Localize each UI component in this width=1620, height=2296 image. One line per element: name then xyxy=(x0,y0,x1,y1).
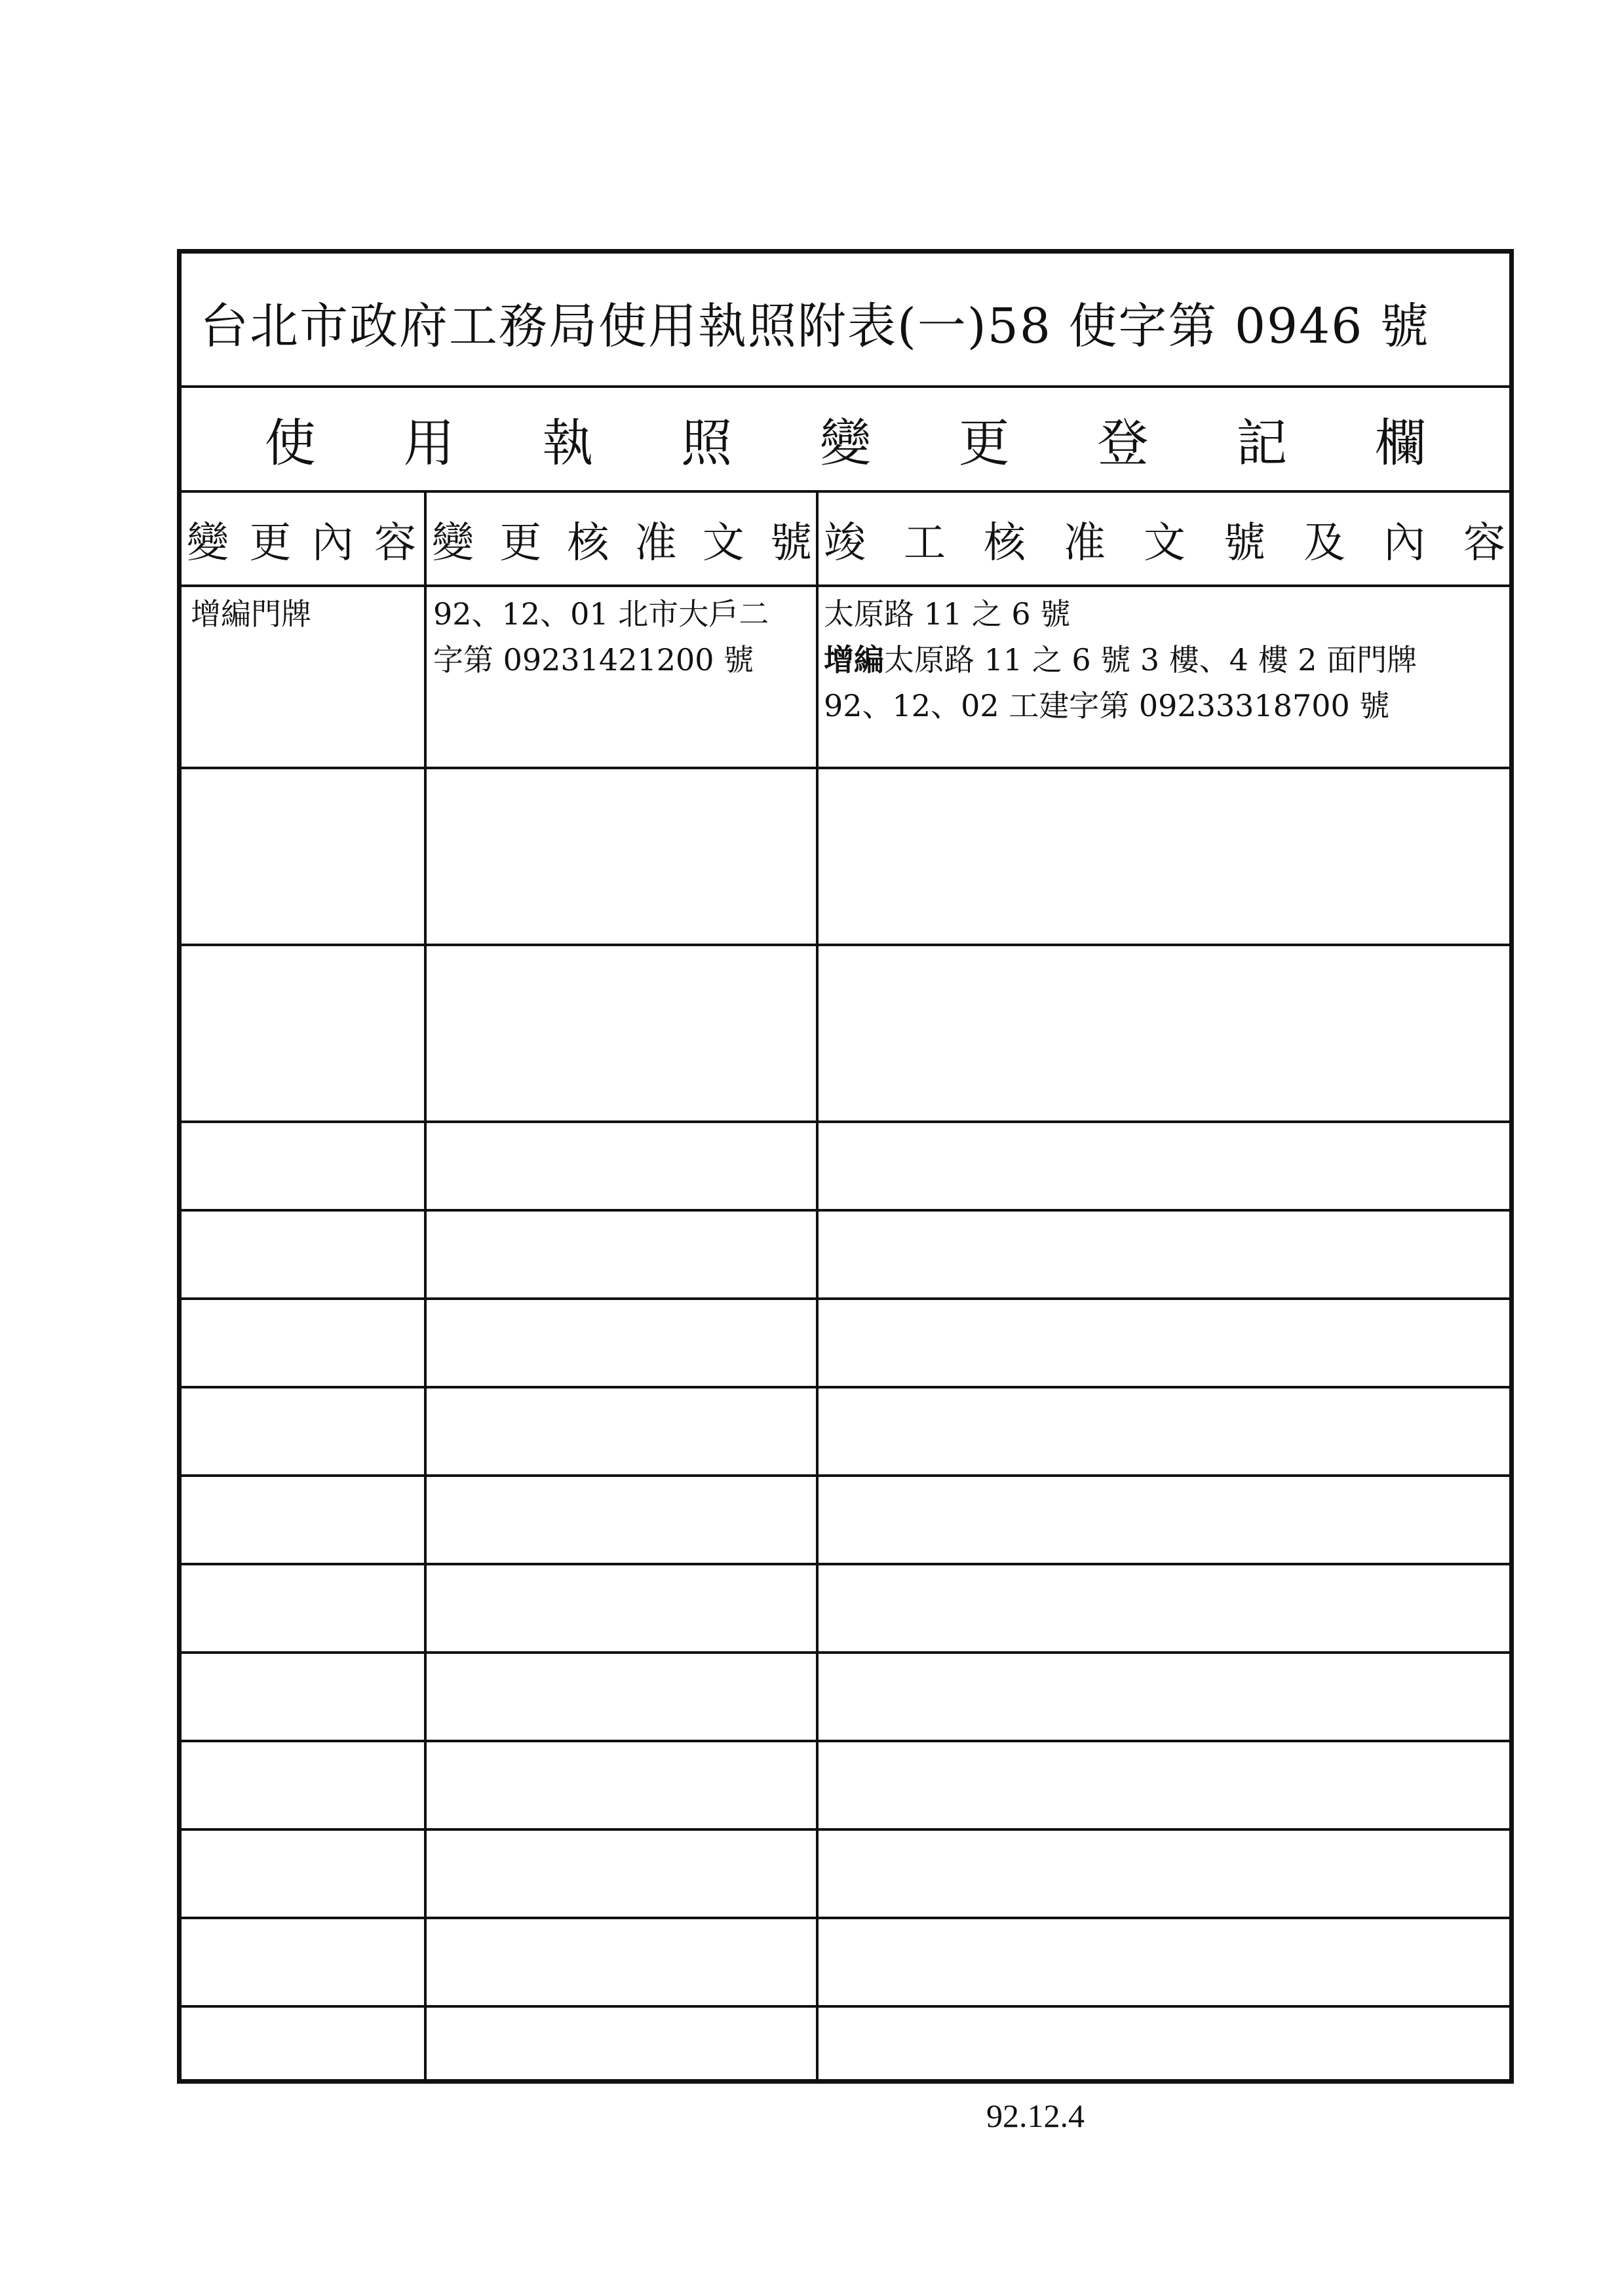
header-char: 竣 xyxy=(824,519,866,567)
header-char: 准 xyxy=(1064,519,1106,567)
row-divider xyxy=(182,1828,1509,1831)
column-header-approval-number xyxy=(432,510,812,569)
header-char: 准 xyxy=(634,519,677,567)
completion-line: 太原路 11 之 6 號 xyxy=(824,596,1071,632)
header-char: 變 xyxy=(432,519,474,567)
header-char: 核 xyxy=(984,519,1026,567)
heading-char: 使 xyxy=(264,414,316,473)
row-divider xyxy=(182,1209,1509,1212)
header-char: 核 xyxy=(567,519,609,567)
change-content-text: 增編門牌 xyxy=(191,596,311,632)
completion-line: 92、12、02 工建字第 09233318700 號 xyxy=(824,688,1390,723)
row-divider xyxy=(182,767,1509,769)
row-divider xyxy=(182,1386,1509,1388)
column-divider xyxy=(424,493,427,2079)
entry-change-content xyxy=(191,591,420,637)
registration-table xyxy=(182,493,1509,2079)
header-char: 文 xyxy=(1144,519,1186,567)
heading-char: 執 xyxy=(542,414,594,473)
column-header-change-content xyxy=(187,510,416,569)
completion-bold-prefix: 增編 xyxy=(824,642,884,678)
footer-date: 92.12.4 xyxy=(986,2097,1085,2134)
header-char: 內 xyxy=(1383,519,1425,567)
heading-char: 記 xyxy=(1236,414,1288,473)
heading-char: 用 xyxy=(403,414,455,473)
heading-char: 更 xyxy=(958,414,1010,473)
change-registration-form xyxy=(177,249,1514,2084)
approval-line: 字第 09231421200 號 xyxy=(433,642,754,678)
row-divider xyxy=(182,1740,1509,1742)
row-divider xyxy=(182,1917,1509,1919)
header-char: 工 xyxy=(904,519,946,567)
header-char: 及 xyxy=(1303,519,1345,567)
row-divider xyxy=(182,1474,1509,1477)
heading-char: 欄 xyxy=(1375,414,1427,473)
title-row xyxy=(182,254,1509,388)
heading-char: 照 xyxy=(681,414,733,473)
form-title: 台北市政府工務局使用執照附表(一)58 使字第 0946 號 xyxy=(200,298,1430,354)
row-divider xyxy=(182,2005,1509,2008)
approval-line: 92、12、01 北市大戶二 xyxy=(433,596,769,632)
heading-char: 登 xyxy=(1097,414,1149,473)
row-divider xyxy=(182,1651,1509,1654)
column-header-completion xyxy=(824,510,1505,569)
row-divider xyxy=(182,1563,1509,1565)
header-char: 內 xyxy=(311,519,354,567)
header-char: 號 xyxy=(769,519,812,567)
completion-line xyxy=(824,637,1509,683)
row-divider xyxy=(182,944,1509,946)
header-char: 文 xyxy=(702,519,744,567)
header-char: 更 xyxy=(249,519,292,567)
row-divider xyxy=(182,584,1509,587)
completion-line-rest: 太原路 11 之 6 號 3 樓、4 樓 2 面門牌 xyxy=(884,642,1418,678)
entry-completion xyxy=(824,591,1509,729)
entry-approval-number xyxy=(433,591,813,683)
header-char: 變 xyxy=(187,519,229,567)
row-divider xyxy=(182,1120,1509,1123)
column-divider xyxy=(816,493,819,2079)
header-char: 容 xyxy=(1463,519,1505,567)
header-char: 容 xyxy=(374,519,416,567)
row-divider xyxy=(182,1297,1509,1300)
heading-char: 變 xyxy=(819,414,871,473)
header-char: 號 xyxy=(1224,519,1265,567)
section-heading xyxy=(182,388,1509,493)
header-char: 更 xyxy=(499,519,542,567)
